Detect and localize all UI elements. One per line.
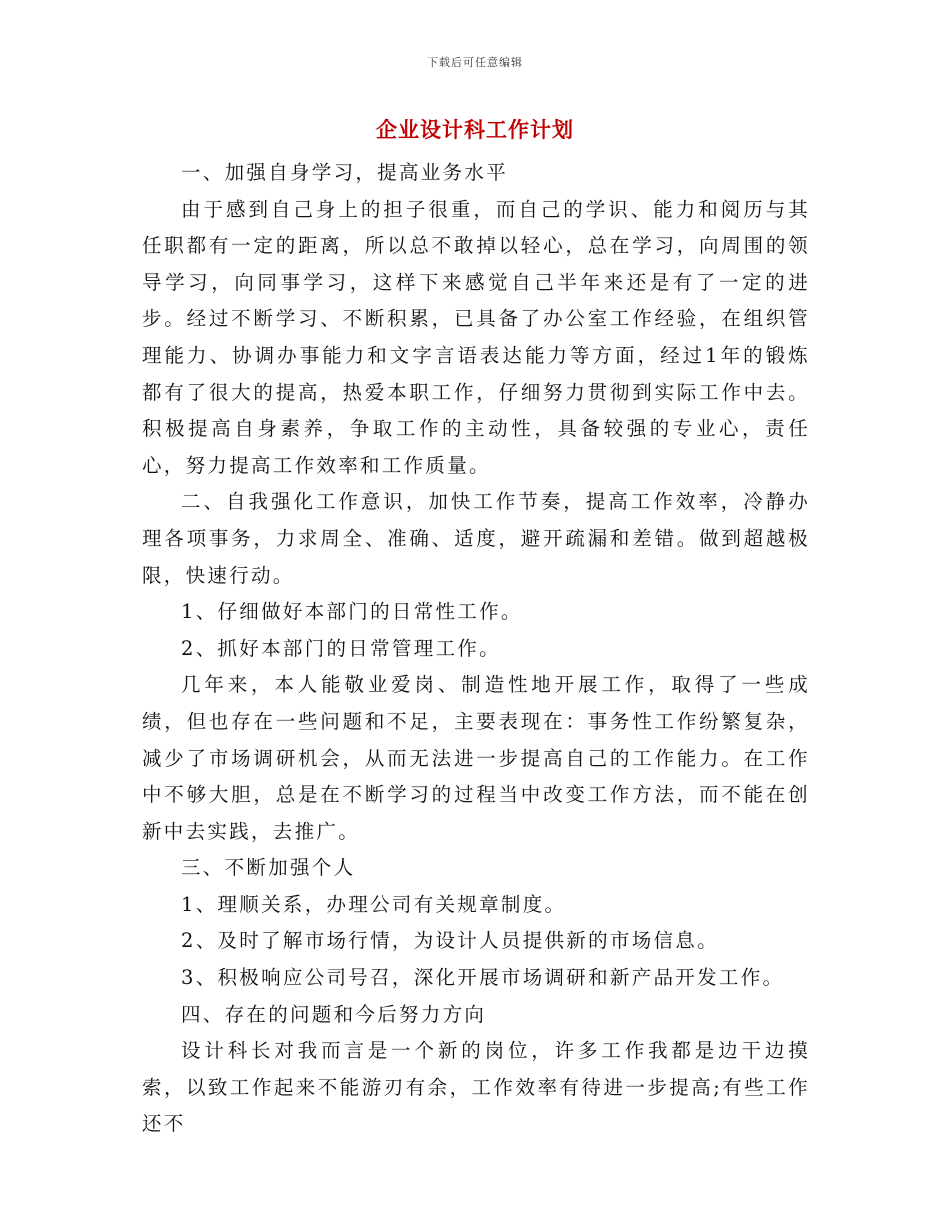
paragraph: 由于感到自己身上的担子很重，而自己的学识、能力和阅历与其任职都有一定的距离，所以总不敢掉以轻心，总在学习，向周围的领导学习，向同事学习，这样下来感觉自己半年来还是有了一定的进步。经过不断学习、不断积累，已具备了办公室工作经验，在组织管理能力、协调办事能力和文字言语表达能力等方面，经过1年的锻炼都有了很大的提高，热爱本职工作，仔细努力贯彻到实际工作中去。积极提高自身素养，争取工作的主动性，具备较强的专业心，责任心，努力提高工作效率和工作质量。 [142, 197, 810, 477]
list-item: 2、及时了解市场行情，为设计人员提供新的市场信息。 [181, 929, 719, 953]
document-body [142, 155, 810, 1143]
paragraph: 几年来，本人能敬业爱岗、制造性地开展工作，取得了一些成绩，但也存在一些问题和不足，主要表现在：事务性工作纷繁复杂，减少了市场调研机会，从而无法进一步提高自己的工作能力。在工作中不够大胆，总是在不断学习的过程当中改变工作方法，而不能在创新中去实践，去推广。 [142, 673, 810, 843]
document-title: 企业设计科工作计划 [376, 117, 574, 142]
section-heading-3: 三、不断加强个人 [181, 856, 356, 880]
list-item: 1、理顺关系，办理公司有关规章制度。 [181, 892, 567, 916]
paragraph: 二、自我强化工作意识，加快工作节奏，提高工作效率，冷静办理各项事务，力求周全、准确、适度，避开疏漏和差错。做到超越极限，快速行动。 [142, 490, 810, 587]
header-note: 下载后可任意编辑 [427, 56, 523, 69]
list-item: 2、抓好本部门的日常管理工作。 [181, 636, 501, 660]
list-item: 1、仔细做好本部门的日常性工作。 [181, 600, 523, 624]
section-heading-4: 四、存在的问题和今后努力方向 [181, 1002, 487, 1026]
section-heading-1: 一、加强自身学习，提高业务水平 [181, 161, 509, 184]
list-item: 3、积极响应公司号召，深化开展市场调研和新产品开发工作。 [181, 966, 785, 990]
paragraph: 设计科长对我而言是一个新的岗位，许多工作我都是边干边摸索，以致工作起来不能游刃有余，工作效率有待进一步提高;有些工作还不 [142, 1039, 810, 1136]
